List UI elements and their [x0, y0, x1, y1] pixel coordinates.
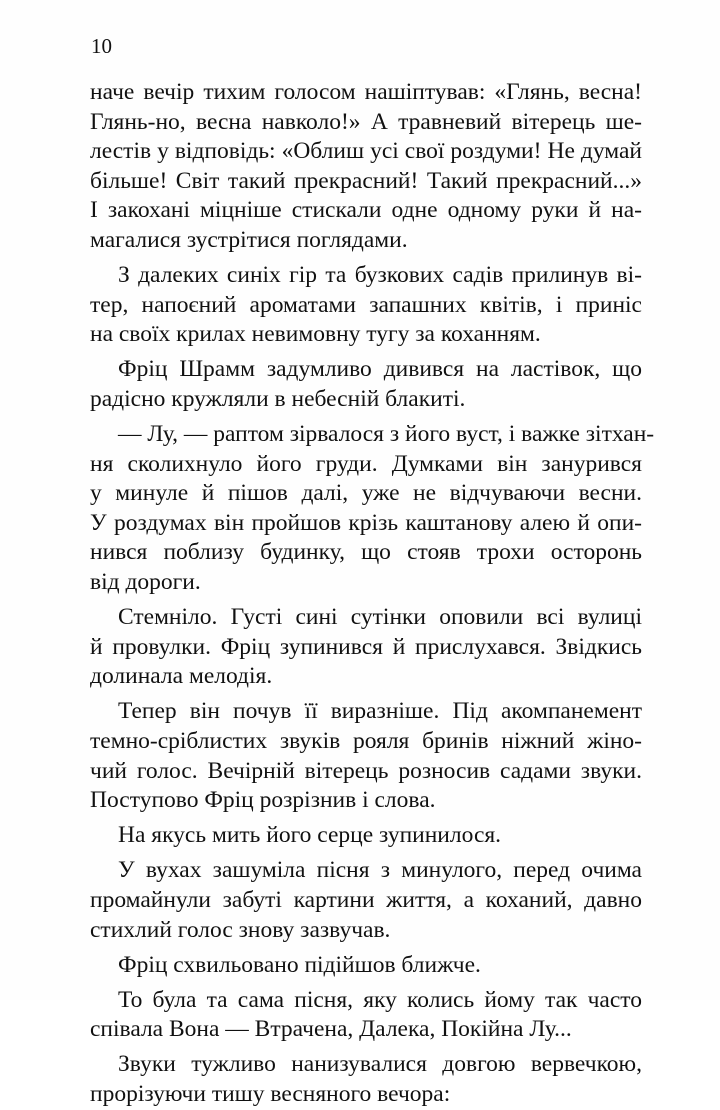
- text-line: нився поблизу будинку, що стояв трохи осторонь: [90, 539, 642, 566]
- text-line: у минуле й пішов далі, уже не відчуваючи весни.: [90, 480, 642, 507]
- paragraph: [90, 986, 642, 1045]
- text-line: У вухах зашуміла пісня з минулого, перед очима: [118, 857, 642, 884]
- text-line: й провулки. Фріц зупинився й прислухався. Звідкись: [90, 633, 642, 660]
- paragraph: [90, 261, 642, 350]
- text-line: То була та сама пісня, яку колись йому так часто: [118, 986, 642, 1013]
- text-line: магалися зустрітися поглядами.: [90, 226, 408, 253]
- text-line: долинала мелодія.: [90, 663, 273, 690]
- text-line: І закохані міцніше стискали одне одному руки й на-: [90, 197, 642, 224]
- paragraph: [90, 78, 642, 256]
- text-line: від дороги.: [90, 569, 201, 595]
- text-line: Тепер він почув її виразніше. Під акомпанемент: [118, 698, 642, 725]
- text-line: На якусь мить його серце зупинилося.: [118, 822, 502, 849]
- text-line: радісно кружляли в небесній блакиті.: [90, 385, 466, 412]
- text-line: Фріц схвильовано підійшов ближче.: [118, 951, 481, 978]
- text-line: чий голос. Вечірній вітерець розносив садами звуки.: [90, 757, 642, 784]
- text-line: Стемніло. Густі сині сутінки оповили всі вулиці: [118, 604, 642, 631]
- body-text: [90, 78, 655, 1110]
- paragraph: [90, 1050, 642, 1109]
- text-line: темно-сріблистих звуків рояля бринів ніжний жіно-: [90, 727, 642, 754]
- text-line: на своїх крилах невимовну тугу за коханням.: [90, 321, 541, 348]
- paragraph: [90, 355, 642, 414]
- text-line: промайнули забуті картини життя, а коханий, давно: [90, 886, 642, 913]
- paragraph: [90, 856, 642, 945]
- text-line: Поступово Фріц розрізнив і слова.: [90, 787, 436, 814]
- page-number: 10: [91, 34, 112, 58]
- text-line: співала Вона — Втрачена, Далека, Покійна Лу...: [90, 1016, 572, 1043]
- text-line: ня сколихнуло його груди. Думками він занурився: [90, 450, 642, 477]
- text-line: Звуки тужливо нанизувалися довгою вервечкою,: [118, 1051, 642, 1078]
- text-line: наче вечір тихим голосом нашіптував: «Глянь, весна!: [90, 79, 642, 105]
- text-line: прорізуючи тишу весняного вечора:: [90, 1081, 451, 1107]
- text-line: У роздумах він пройшов крізь каштанову алею й опи-: [90, 509, 642, 536]
- text-line: більше! Світ такий прекрасний! Такий прекрасний...»: [90, 167, 642, 194]
- text-line: Глянь-но, весна навколо!» А травневий вітерець ше-: [90, 108, 642, 135]
- text-line: — Лу, — раптом зірвалося з його вуст, і важке зітхан-: [118, 421, 655, 448]
- paragraph: [90, 420, 655, 598]
- text-line: лестів у відповідь: «Облиш усі свої роздуми! Не думай: [90, 138, 642, 165]
- paragraph: [90, 697, 642, 815]
- paragraph: [90, 603, 642, 692]
- text-line: стихлий голос знову зазвучав.: [90, 916, 391, 943]
- text-line: З далеких синіх гір та бузкових садів прилинув ві-: [118, 262, 642, 289]
- paragraph: [90, 821, 642, 851]
- paragraph: [90, 951, 642, 981]
- text-line: Фріц Шрамм задумливо дивився на ластівок, що: [118, 356, 642, 383]
- text-line: тер, напоєний ароматами запашних квітів, і приніс: [90, 291, 642, 318]
